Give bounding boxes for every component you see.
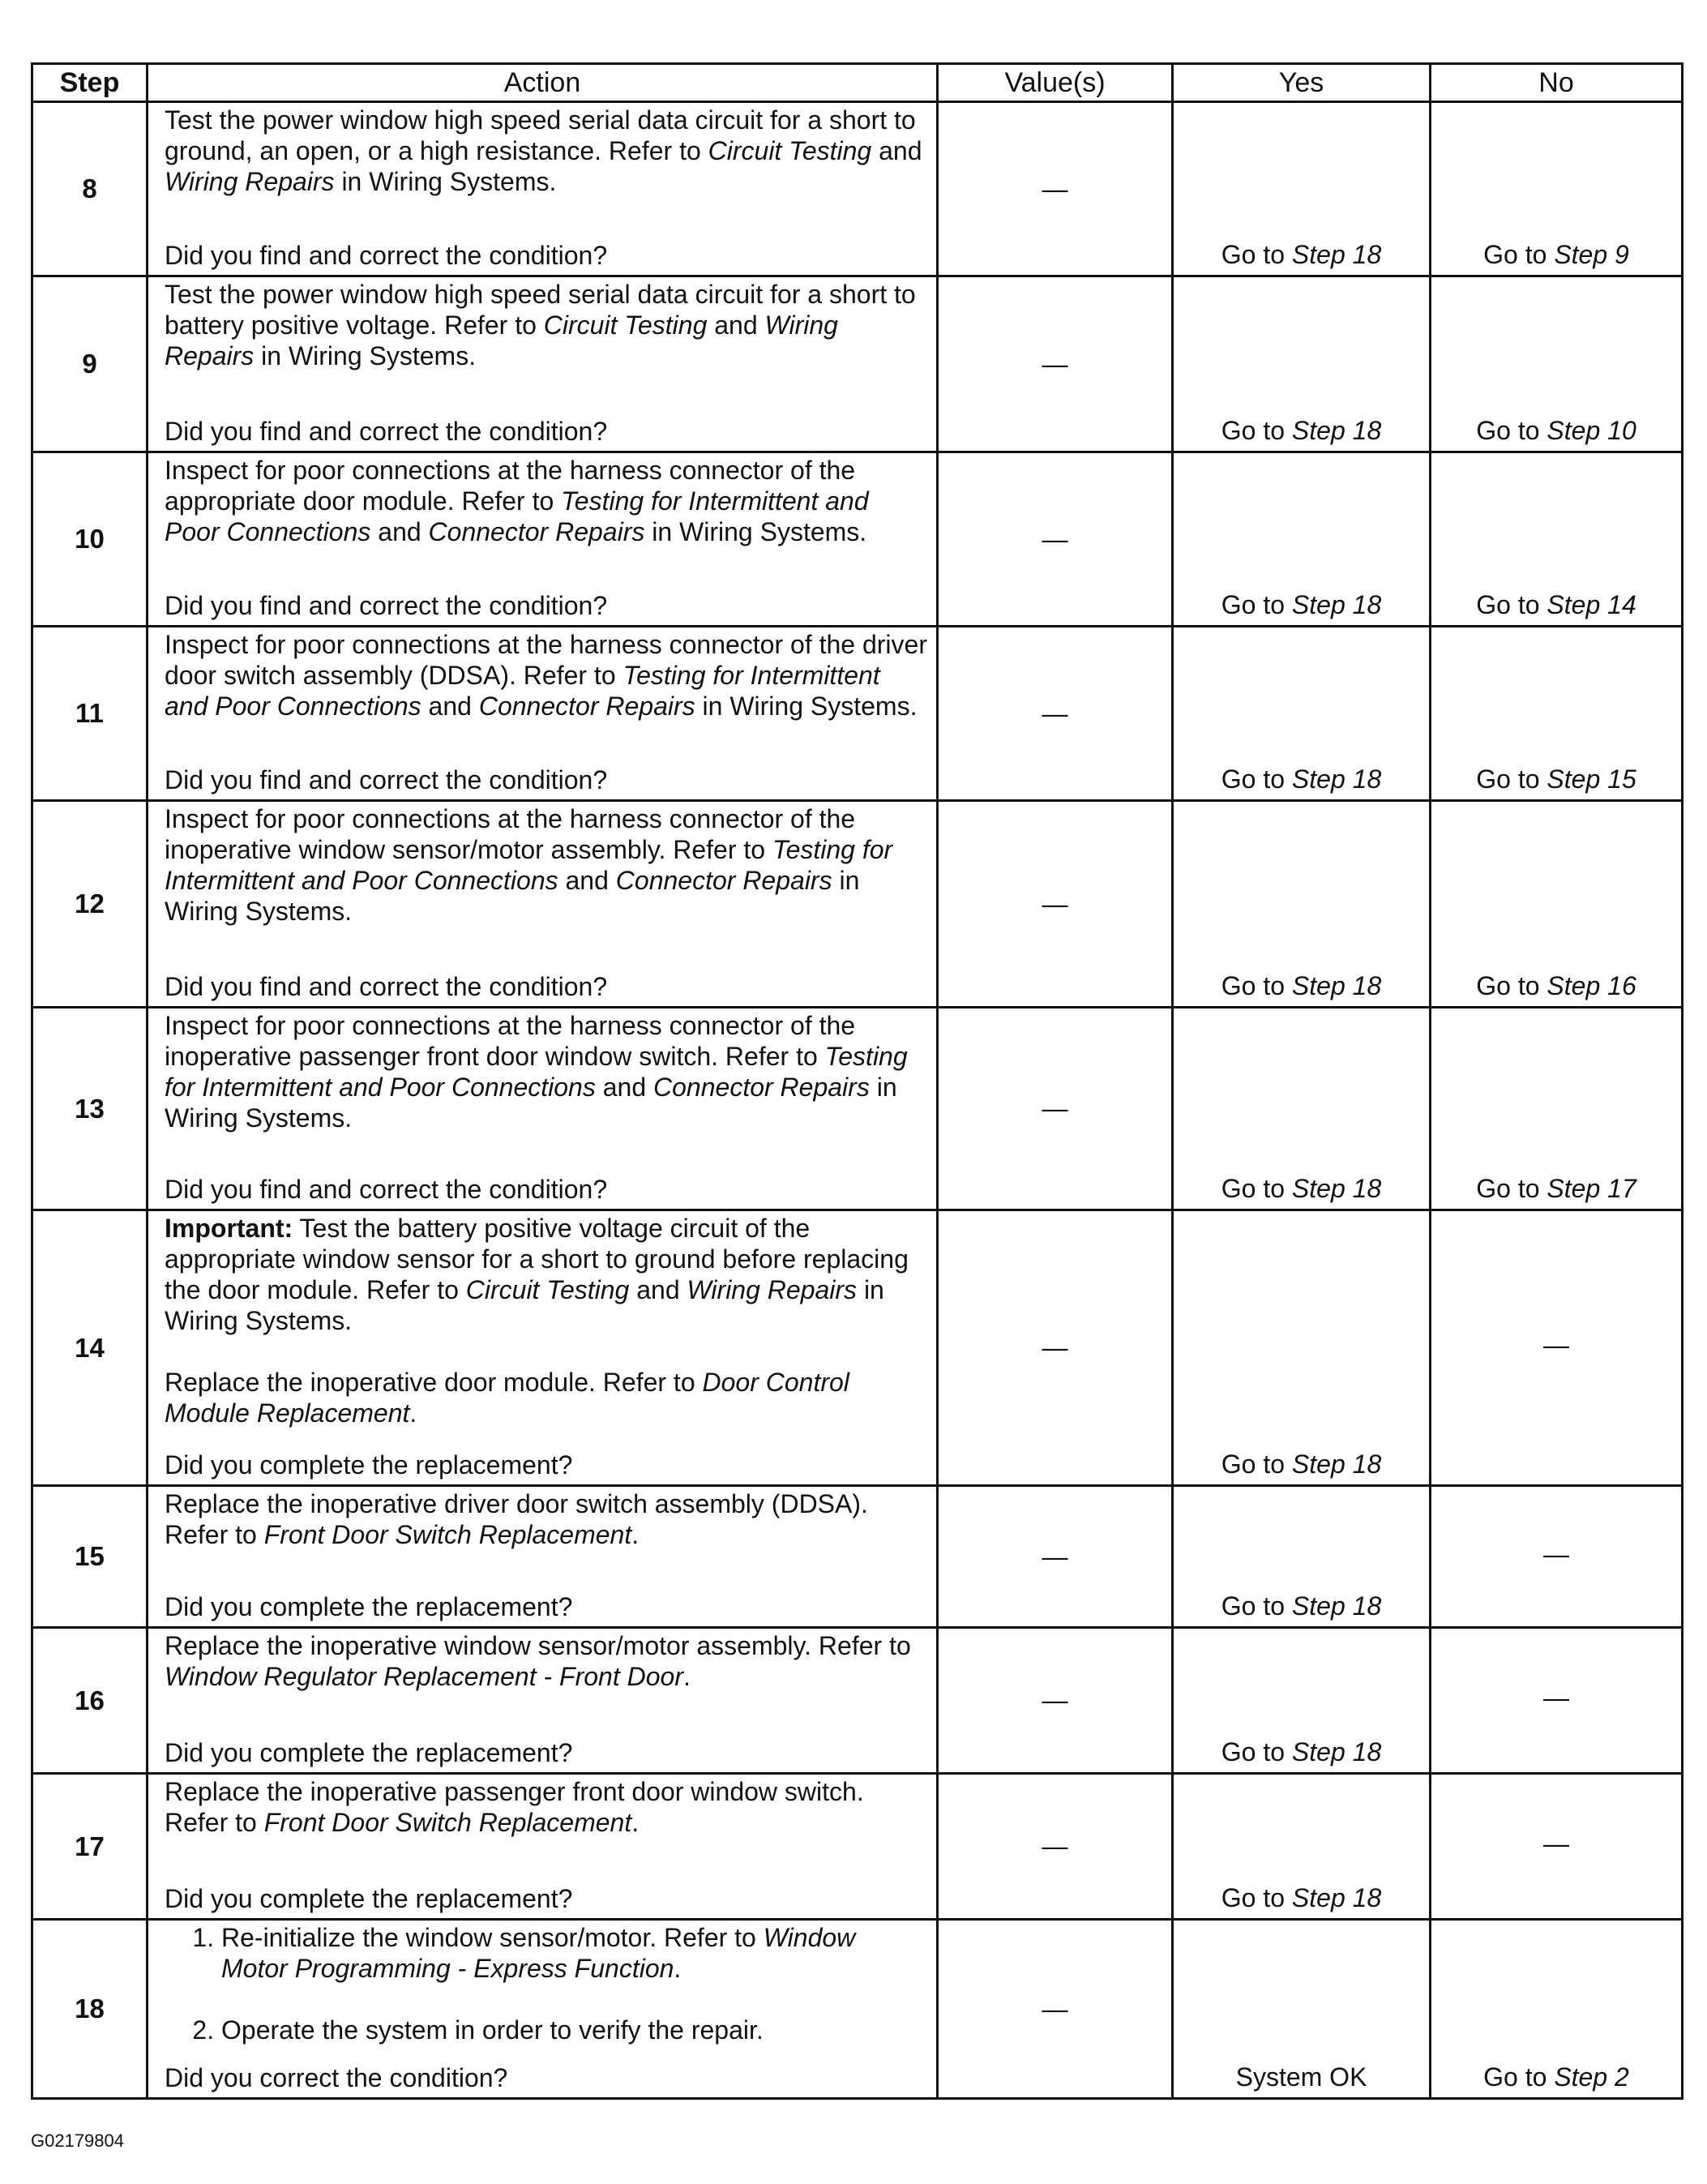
action-body [165,279,928,371]
action-text: in Wiring Systems. [165,1275,884,1335]
action-question: Did you find and correct the condition? [165,417,608,446]
goto-prefix: Go to [1221,971,1292,1000]
value-cell: — [938,1920,1173,2099]
action-text: Replace the inoperative driver door switch assembly (DDSA). Refer to [165,1489,868,1549]
action-steps-list [165,1922,928,2045]
goto-prefix: Go to [1221,1883,1292,1912]
reference-link-text: Testing for Intermittent and Poor Connections [165,835,893,895]
header-values: Value(s) [938,64,1173,102]
goto-step: Step 15 [1547,764,1636,794]
goto-prefix: Go to [1476,590,1547,619]
action-question: Did you find and correct the condition? [165,972,608,1001]
action-text: Replace the inoperative passenger front door window switch. Refer to [165,1777,864,1837]
yes-cell [1173,276,1431,452]
action-text: and [629,1275,687,1304]
table-row [32,627,1683,801]
value-cell: — [938,627,1173,801]
table-row [32,801,1683,1008]
value-cell: — [938,102,1173,276]
reference-link-text: Wiring Repairs [165,310,838,370]
goto-prefix: Go to [1221,416,1292,445]
no-cell: — [1431,1486,1683,1628]
yes-cell [1173,452,1431,627]
goto-prefix: Go to [1476,1174,1547,1203]
action-text: . [674,1954,682,1983]
goto-step: Step 18 [1291,764,1382,794]
action-text: Test the battery positive voltage circuit of the appropriate window sensor for a short to ground before replacing the door module. Refer to [165,1214,909,1304]
action-cell [148,276,938,452]
action-question: Did you complete the replacement? [165,1738,573,1767]
action-body [165,1488,928,1550]
goto-prefix: Go to [1221,1591,1292,1621]
goto-prefix: Go to [1221,1737,1292,1766]
goto-step: Step 18 [1291,1883,1382,1912]
step-number: 16 [32,1628,148,1774]
goto-prefix: Go to [1483,2062,1555,2092]
yes-cell [1173,801,1431,1008]
step-number: 18 [32,1920,148,2099]
goto-prefix: Go to [1476,416,1547,445]
action-question: Did you correct the condition? [165,2063,508,2092]
header-no: No [1431,64,1683,102]
reference-link-text: Front Door Switch Replacement [263,1808,632,1837]
no-cell [1431,276,1683,452]
goto-step: Step 16 [1547,971,1636,1000]
table-row [32,276,1683,452]
diagnostic-table [31,62,1683,2100]
goto-prefix: Go to [1483,240,1555,269]
action-text: in Wiring Systems. [334,167,557,196]
step-number: 17 [32,1774,148,1920]
goto-step: Step 10 [1547,416,1636,445]
action-step-item [221,1922,928,1984]
yes-cell [1173,1008,1431,1210]
no-cell [1431,801,1683,1008]
action-text: in Wiring Systems. [165,866,860,926]
action-cell [148,1486,938,1628]
action-text: . [631,1808,640,1837]
value-cell: — [938,801,1173,1008]
reference-link-text: Testing for Intermittent and Poor Connections [165,486,869,546]
action-body [165,105,928,197]
action-text: Inspect for poor connections at the harness connector of the inoperative window sensor/motor assembly. Refer to [165,804,856,864]
reference-link-text: Circuit Testing [708,136,872,165]
action-body-2 [165,1367,928,1428]
goto-prefix: Go to [1221,764,1292,794]
goto-step: Step 14 [1547,590,1636,619]
goto-step: Step 17 [1547,1174,1636,1203]
goto-prefix: Go to [1221,1450,1292,1479]
action-text: Operate the system in order to verify the repair. [221,2015,764,2045]
action-text: Test the power window high speed serial data circuit for a short to ground, an open, or a high resistance. Refer to [165,105,916,165]
action-text: in Wiring Systems. [165,1073,897,1133]
goto-step: Step 2 [1554,2062,1629,2092]
goto-step: Step 18 [1291,1174,1382,1203]
action-text: and [421,692,479,721]
action-question: Did you complete the replacement? [165,1450,573,1480]
goto-step: Step 18 [1291,1450,1382,1479]
action-text: Inspect for poor connections at the harness connector of the appropriate door module. Refer to [165,456,856,516]
reference-link-text: Wiring Repairs [687,1275,858,1304]
reference-link-text: Circuit Testing [465,1275,630,1304]
reference-link-text: Testing for Intermittent and Poor Connections [165,1042,908,1102]
action-text: in Wiring Systems. [644,517,867,546]
action-text: Replace the inoperative window sensor/motor assembly. Refer to [165,1631,911,1660]
yes-cell [1173,627,1431,801]
value-cell: — [938,1774,1173,1920]
goto-step: Step 18 [1291,1591,1382,1621]
step-number: 15 [32,1486,148,1628]
header-row [32,64,1683,102]
table-row [32,1486,1683,1628]
goto-prefix: Go to [1476,764,1547,794]
step-number: 14 [32,1210,148,1486]
step-number: 8 [32,102,148,276]
goto-step: Step 18 [1291,590,1382,619]
action-text: Re-initialize the window sensor/motor. Refer to [221,1923,764,1952]
figure-id: G02179804 [31,2130,124,2151]
no-cell: — [1431,1774,1683,1920]
value-cell: — [938,1628,1173,1774]
reference-link-text: Connector Repairs [653,1073,870,1102]
action-cell [148,1628,938,1774]
step-number: 13 [32,1008,148,1210]
no-cell [1431,102,1683,276]
action-body [165,629,928,722]
action-text: and [558,866,616,895]
action-step-item [221,2015,928,2045]
reference-link-text: Circuit Testing [543,310,708,340]
action-cell [148,1774,938,1920]
value-cell: — [938,276,1173,452]
header-yes: Yes [1173,64,1431,102]
reference-link-text: Connector Repairs [478,692,695,721]
table-row [32,1210,1683,1486]
action-body [165,803,928,927]
table-row [32,1920,1683,2099]
action-cell [148,102,938,276]
action-cell [148,1210,938,1486]
table-row [32,1008,1683,1210]
action-text: in Wiring Systems. [254,341,477,370]
goto-step: Step 18 [1291,416,1382,445]
yes-cell [1173,1210,1431,1486]
goto-prefix: Go to [1476,971,1547,1000]
reference-link-text: Testing for Intermittent and Poor Connections [165,661,880,721]
step-number: 11 [32,627,148,801]
reference-link-text: Window Regulator Replacement - Front Door [165,1662,683,1691]
action-text: . [682,1662,691,1691]
action-question: Did you complete the replacement? [165,1884,573,1913]
goto-prefix: Go to [1221,590,1292,619]
reference-link-text: Connector Repairs [615,866,832,895]
reference-link-text: Window Motor Programming - Express Function [221,1923,856,1983]
table-row [32,1628,1683,1774]
action-text: and [871,136,922,165]
action-cell [148,627,938,801]
yes-cell [1173,1486,1431,1628]
action-cell [148,1008,938,1210]
action-text: Replace the inoperative door module. Refer to [165,1368,703,1397]
action-cell [148,1920,938,2099]
step-number: 10 [32,452,148,627]
goto-step: Step 18 [1291,1737,1382,1766]
value-cell: — [938,1486,1173,1628]
yes-cell [1173,1628,1431,1774]
action-text: . [631,1520,640,1549]
value-cell: — [938,1210,1173,1486]
action-text: in Wiring Systems. [695,692,918,721]
reference-link-text: Front Door Switch Replacement [263,1520,632,1549]
header-step: Step [32,64,148,102]
action-body [165,1213,928,1336]
reference-link-text: Wiring Repairs [165,167,335,196]
value-cell: — [938,452,1173,627]
action-text: Test the power window high speed serial data circuit for a short to battery positive voltage. Refer to [165,280,916,340]
action-text: . [409,1398,417,1428]
no-cell [1431,452,1683,627]
step-number: 9 [32,276,148,452]
action-cell [148,801,938,1008]
no-cell [1431,1008,1683,1210]
action-body [165,455,928,547]
table-row [32,452,1683,627]
reference-link-text: Door Control Module Replacement [165,1368,849,1428]
yes-cell [1173,102,1431,276]
action-text: and [370,517,429,546]
no-cell [1431,1920,1683,2099]
action-body [165,1630,928,1692]
action-text: and [595,1073,654,1102]
action-question: Did you find and correct the condition? [165,765,608,794]
no-cell: — [1431,1628,1683,1774]
action-text: and [707,310,765,340]
goto-step: Step 18 [1291,240,1382,269]
action-question: Did you find and correct the condition? [165,241,608,270]
action-question: Did you find and correct the condition? [165,1175,608,1204]
action-cell [148,452,938,627]
table-row [32,1774,1683,1920]
goto-prefix: Go to [1221,240,1292,269]
no-cell: — [1431,1210,1683,1486]
goto-step: Step 18 [1291,971,1382,1000]
no-cell [1431,627,1683,801]
header-action: Action [148,64,938,102]
value-cell: — [938,1008,1173,1210]
action-question: Did you complete the replacement? [165,1592,573,1621]
action-body [165,1010,928,1133]
yes-cell [1173,1774,1431,1920]
important-label: Important: [165,1214,293,1243]
table-row [32,102,1683,276]
reference-link-text: Connector Repairs [428,517,645,546]
action-question: Did you find and correct the condition? [165,591,608,620]
action-text: Inspect for poor connections at the harness connector of the driver door switch assembly (DDSA). Refer to [165,630,927,690]
action-body [165,1776,928,1838]
goto-prefix: Go to [1221,1174,1292,1203]
yes-cell: System OK [1173,1920,1431,2099]
action-text: Inspect for poor connections at the harness connector of the inoperative passenger front door window switch. Refer to [165,1011,856,1071]
step-number: 12 [32,801,148,1008]
goto-step: Step 9 [1554,240,1629,269]
